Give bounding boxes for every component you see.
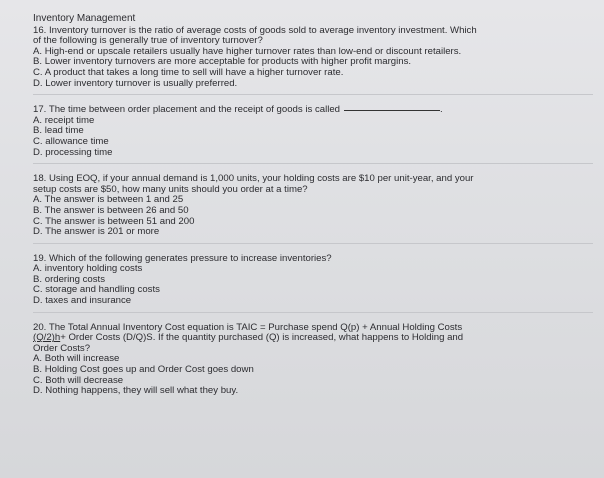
question-17-option-b: B. lead time <box>33 125 84 137</box>
question-18-text-line-2: setup costs are $50, how many units should you order at a time? <box>33 183 308 195</box>
question-19-option-d: D. taxes and insurance <box>33 295 132 307</box>
question-18-text-line-1: 18. Using EOQ, if your annual demand is 1,000 units, your holding costs are $10 per unit-year, and your <box>33 173 474 185</box>
question-17-option-c: C. allowance time <box>33 135 109 147</box>
question-19-option-c: C. storage and handling costs <box>33 284 160 296</box>
question-20-text-line-3: Order Costs? <box>33 342 91 354</box>
question-18-option-d: D. The answer is 201 or more <box>33 226 160 238</box>
question-16-option-a: A. High-end or upscale retailers usually have higher turnover rates than low-end or discount retailers. <box>33 45 462 57</box>
question-divider <box>33 163 593 164</box>
question-20 <box>33 322 593 397</box>
question-17-text: 17. The time between order placement and the receipt of goods is called <box>33 104 341 116</box>
question-20-text-line-2 <box>33 333 593 344</box>
question-divider <box>33 94 593 95</box>
question-18-option-c: C. The answer is between 51 and 200 <box>33 215 195 227</box>
question-16-option-c: C. A product that takes a long time to sell will have a higher turnover rate. <box>33 66 344 78</box>
question-18-option-b: B. The answer is between 26 and 50 <box>33 204 189 216</box>
question-19-option-a: A. inventory holding costs <box>33 263 143 275</box>
question-18-option-a: A. The answer is between 1 and 25 <box>33 194 184 206</box>
question-16-text-line-2: of the following is generally true of inventory turnover? <box>33 35 263 47</box>
question-17-option-a: A. receipt time <box>33 114 95 126</box>
question-16-text-line-1: 16. Inventory turnover is the ratio of average costs of goods sold to average inventory investment. Which <box>33 24 477 36</box>
answer-blank <box>344 110 440 111</box>
question-17 <box>33 104 593 164</box>
page-title: Inventory Management <box>33 13 136 24</box>
question-20-text-line-2-rest: + Order Costs (D/Q)S. If the quantity purchased (Q) is increased, what happens to Holding and <box>60 332 464 344</box>
question-divider <box>33 243 593 244</box>
question-20-option-b: B. Holding Cost goes up and Order Cost goes down <box>33 364 254 376</box>
question-20-option-a: A. Both will increase <box>33 353 120 365</box>
question-16 <box>33 25 593 96</box>
question-20-text-line-1: 20. The Total Annual Inventory Cost equation is TAIC = Purchase spend Q(p) + Annual Holding Costs <box>33 321 463 333</box>
question-20-option-c: C. Both will decrease <box>33 374 124 386</box>
question-17-text-line-1 <box>33 105 593 116</box>
question-16-option-b: B. Lower inventory turnovers are more acceptable for products with higher profit margins. <box>33 56 412 68</box>
question-17-blank-suffix: . <box>440 104 443 116</box>
question-20-option-d: D. Nothing happens, they will sell what they buy. <box>33 385 239 397</box>
document-content <box>33 14 593 397</box>
question-divider <box>33 312 593 313</box>
question-18 <box>33 173 593 244</box>
question-19-option-b: B. ordering costs <box>33 273 105 285</box>
question-19 <box>33 253 593 313</box>
holding-cost-term: (Q/2)h <box>33 332 61 344</box>
question-19-text-line-1: 19. Which of the following generates pressure to increase inventories? <box>33 252 332 264</box>
question-16-option-d: D. Lower inventory turnover is usually preferred. <box>33 77 238 89</box>
question-17-option-d: D. processing time <box>33 146 113 158</box>
